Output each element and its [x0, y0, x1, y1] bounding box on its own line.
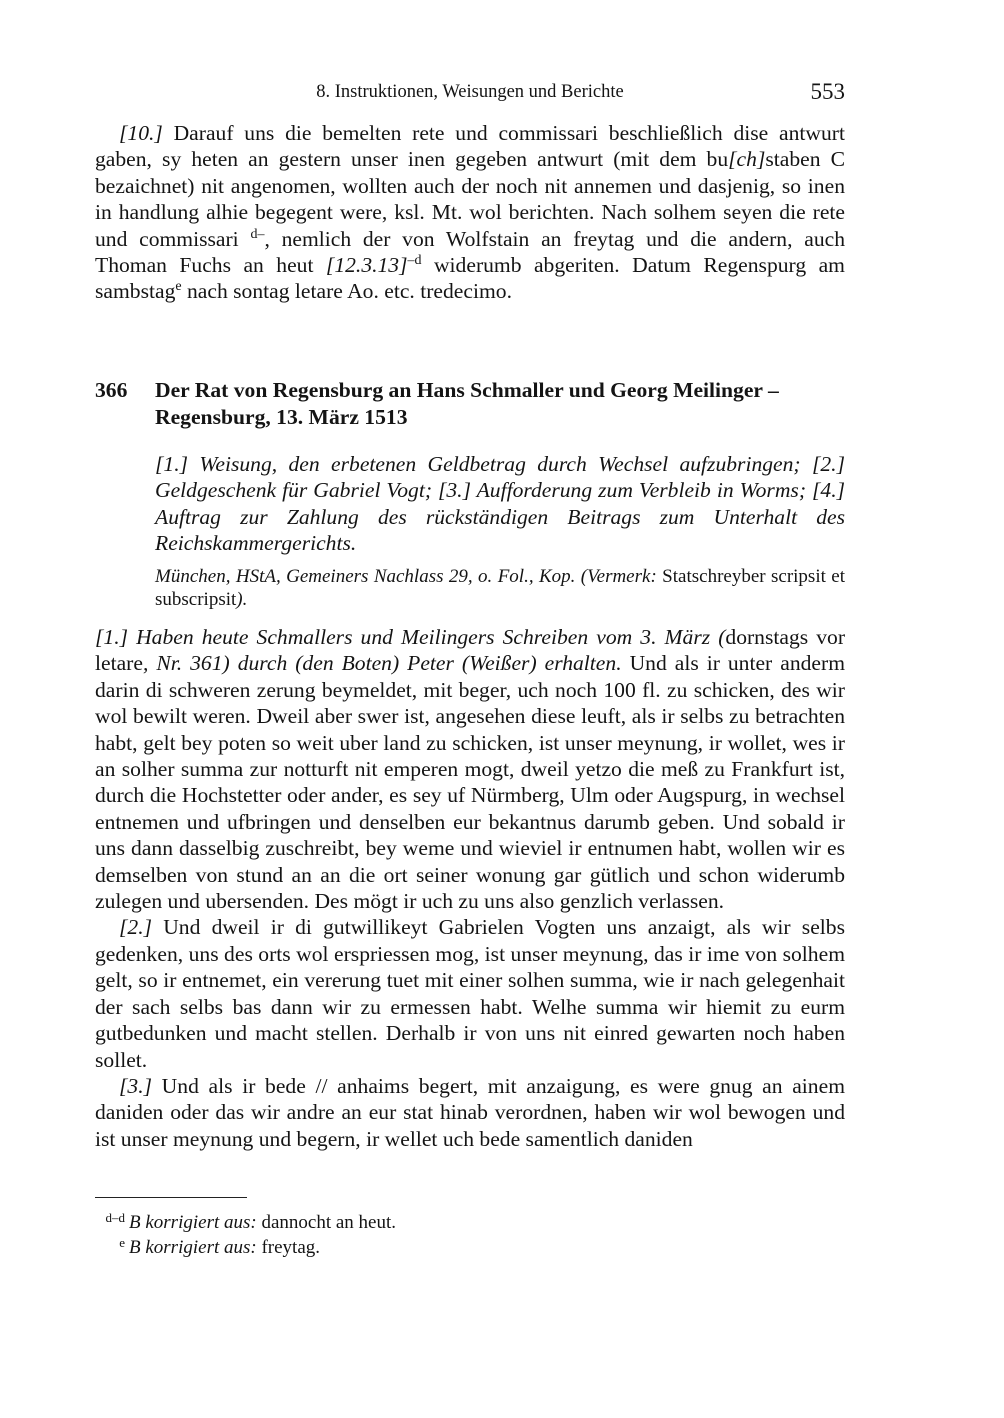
footnote-mark: d–d	[105, 1210, 125, 1225]
source-note	[155, 565, 845, 611]
summary-text: [1.] Haben heute Schmallers und Meilingers Schreiben vom 3. März (	[95, 625, 726, 649]
footnote-label: B korrigiert aus:	[129, 1212, 257, 1233]
paragraph-10	[95, 120, 845, 305]
paragraph-2	[95, 914, 845, 1072]
footnote-text: freytag.	[256, 1237, 321, 1258]
date-insert: [12.3.13]	[325, 253, 408, 278]
text-run: Und dweil ir di gutwillikeyt Gabrielen Vogten uns anzaigt, als wir selbs gedenken, uns des orts wol erspriessen mog, ist unser meynung, das ir ime von solhem gelt, so ir entnemet, ein vererung tuet mit einer solhen summa, wie ir nach gelegenhait der sach selbs bas dann wir zu ermessen habt. Welhe summa wir hiemit zu eurm gutbedunken und macht stellen. Derhalb ir von uns nit einred gewarten noch haben sollet.	[95, 915, 845, 1072]
document-heading	[95, 377, 845, 431]
text-run: staben C bezaichnet) nit angenomen, wollten auch der noch nit annemen und dasjenig, so inen in handlung alhie begegent were, ksl. Mt. wol berichten. Nach solhem seyen die rete und commissari	[95, 147, 846, 251]
footnote-mark: e	[119, 1235, 125, 1250]
section-marker: [2.]	[119, 915, 153, 940]
running-head	[95, 80, 845, 106]
section-marker: [3.]	[119, 1073, 153, 1098]
regest: [1.] Weisung, den erbetenen Geldbetrag durch Wechsel aufzubringen; [2.] Geldgeschenk für Gabriel Vogt; [3.] Aufforderung zum Verbleib in Worms; [4.] Auftrag zur Zahlung des rückständigen Beitrags zum Unterhalt des Reichskammergerichts.	[155, 452, 845, 556]
text-run: dornstags vor letare	[95, 625, 846, 676]
page-number: 553	[810, 79, 845, 104]
source-text: Statschreyber scripsit et subscripsit	[155, 566, 845, 610]
paragraph-3	[95, 1073, 845, 1152]
footnote	[95, 1231, 845, 1260]
text-run: widerumb abgeriten. Datum Regenspurg am sambstag	[95, 253, 845, 304]
footnote-ref: –d	[407, 253, 422, 269]
document-title: Der Rat von Regensburg an Hans Schmaller und Georg Meilinger – Regensburg, 13. März 1513	[155, 378, 779, 429]
body-text	[95, 624, 845, 1152]
footnote-rule	[95, 1197, 247, 1198]
text-run: Darauf uns die bemelten rete und commissari beschließlich dise antwurt gaben, sy heten an gestern unser inen gegeben antwurt (mit dem bu	[95, 121, 845, 172]
footnote-ref: e	[175, 279, 182, 295]
text-run: Und als ir unter anderm darin di schweren zerung beymeldet, mit beger, uch noch 100 fl. zu schicken, des wir wol bewilt weren. Dweil aber swer ist, angesehen diese leuft, als ir selbs zu betrachten habt, gelt bey poten so weit uber land zu schicken, ist unser meynung, ir wollet, wes ir an solher summa zur notturft nit emperen mogt, dweil yetzo die meß zu Frankfurt ist, durch die Hochstetter oder ander, es sey uf Nürmberg, Ulm oder Augspurg, in wechsel entnemen und ufbringen und denselben eur bekantnus darumb geben. Und sobald ir uns dann dasselbig zuschreibt, bey weme und wieviel ir entnumen habt, wollen wir es demselben von stund an an die ort seiner wonung gar gütlich und schon widerumb zulegen und ubersenden. Des mögt ir uch zu uns also genzlich verlassen.	[95, 651, 845, 914]
running-title: 8. Instruktionen, Weisungen und Berichte	[316, 82, 624, 102]
source-text: München, HStA, Gemeiners Nachlass 29, o. Fol., Kop. (Vermerk:	[155, 566, 657, 587]
editorial-insert: [ch]	[728, 147, 766, 172]
document-number: 366	[95, 378, 128, 402]
text-run: nach sontag letare Ao. etc. tredecimo.	[181, 279, 512, 304]
summary-text: , Nr. 361) durch (den Boten) Peter (Weißer) erhalten.	[142, 651, 622, 676]
section-marker: [10.]	[119, 121, 163, 145]
source-text: ).	[236, 589, 248, 610]
paragraph-1	[95, 624, 845, 914]
text-run: Und als ir bede // anhaims begert, mit anzaigung, es were gnug an ainem daniden oder das wir andre an eur stat hinab verordnen, haben wir wol bewogen und ist unser meynung und begern, ir wellet uch bede samentlich daniden	[95, 1073, 845, 1151]
footnote-text: dannocht an heut.	[256, 1212, 397, 1233]
footnote-label: B korrigiert aus:	[129, 1237, 257, 1258]
text-run: , nemlich der von Wolfstain an freytag und die andern, auch Thoman Fuchs an heut	[95, 226, 845, 278]
footnote-ref: d–	[250, 226, 265, 242]
